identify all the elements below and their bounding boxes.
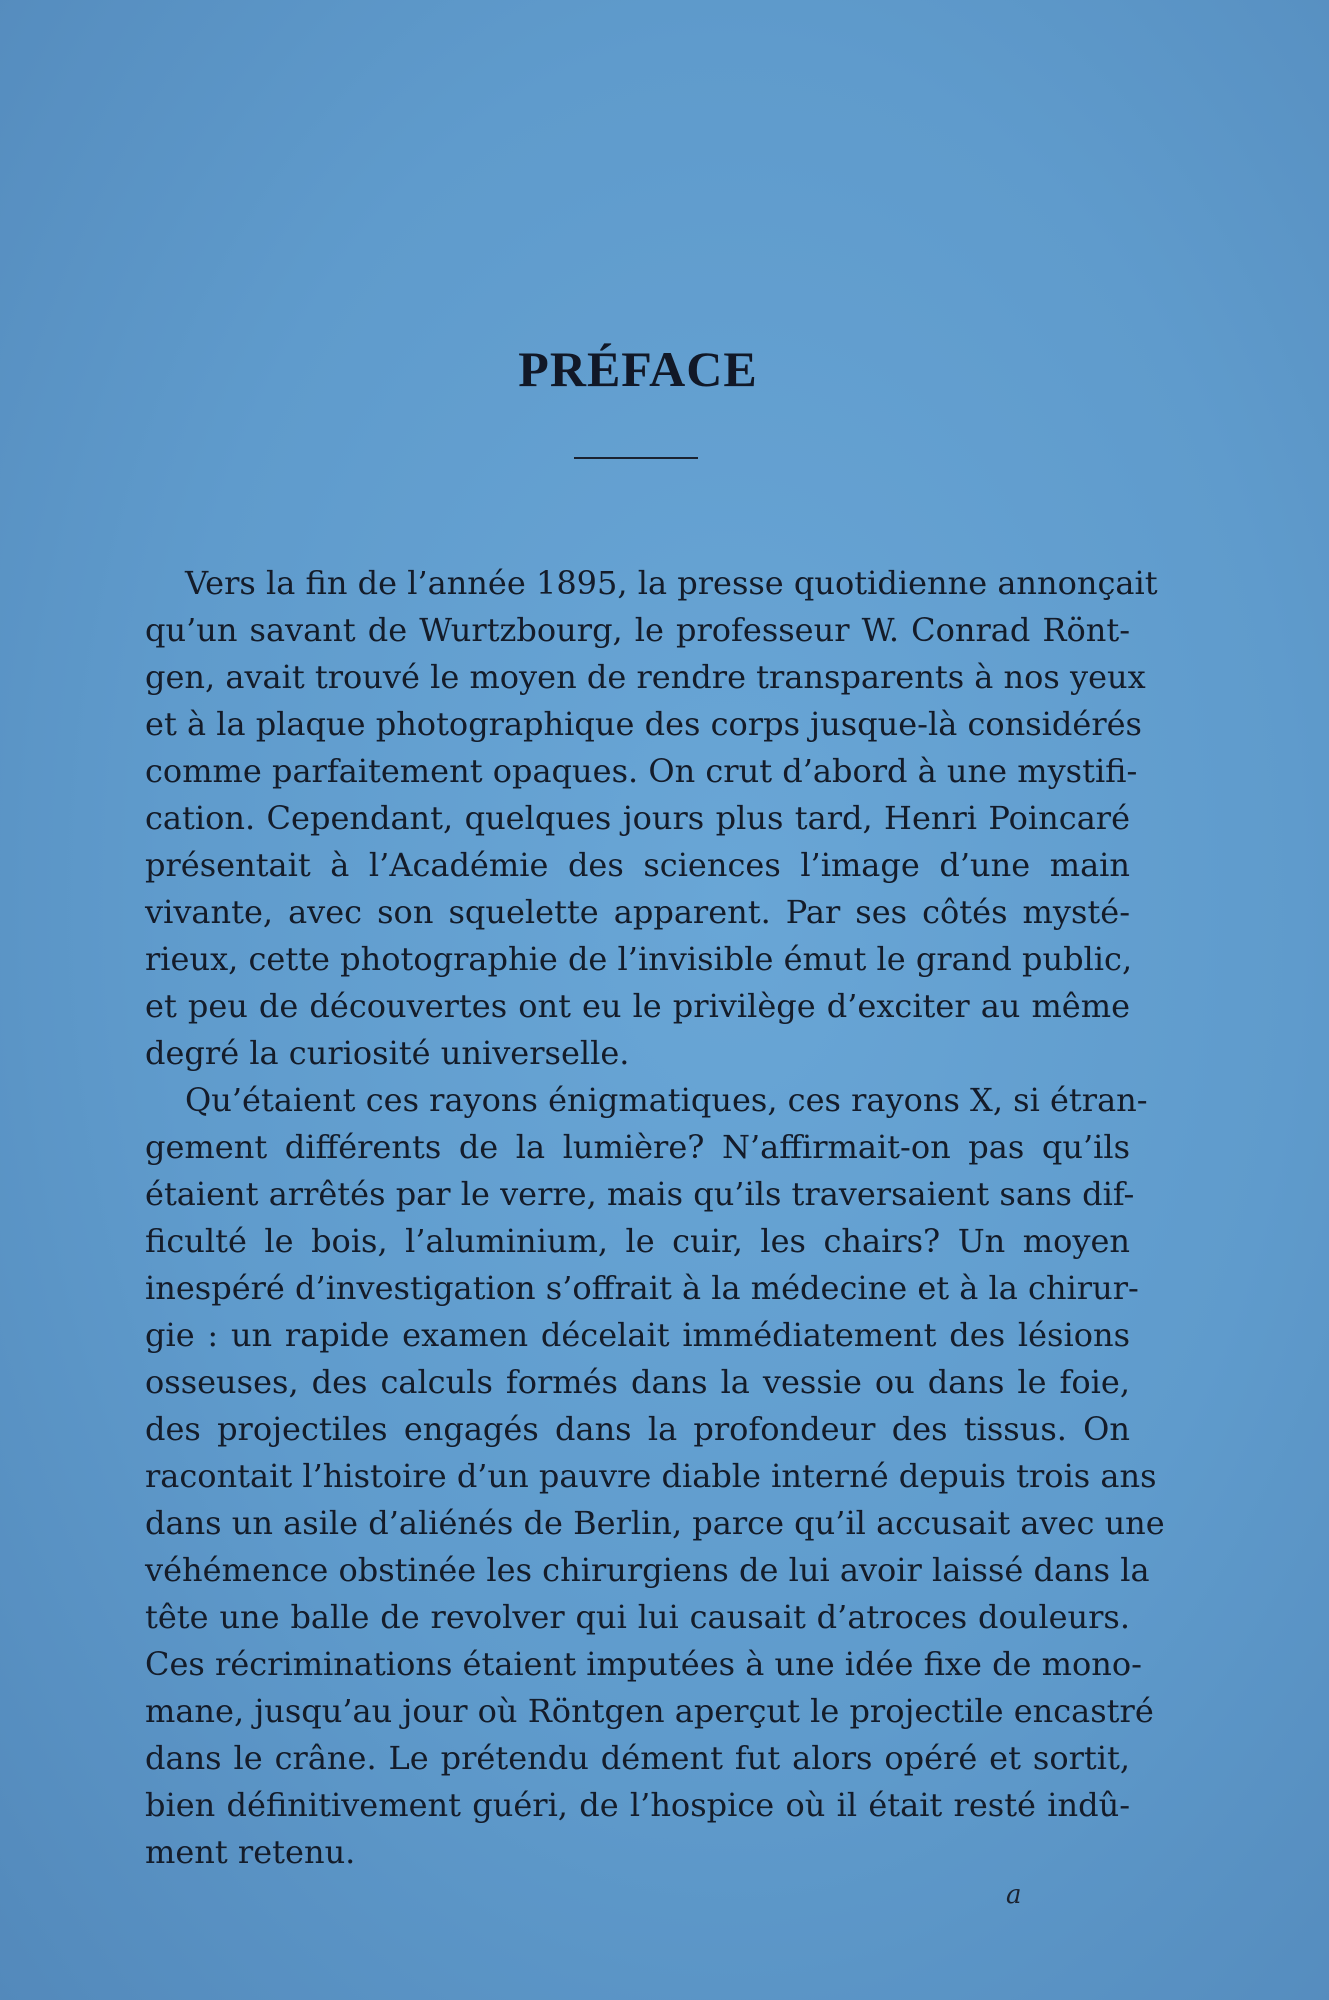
text-line: des projectiles engagés dans la profondeur des tissus. On [145, 1410, 1130, 1448]
text-line: comme parfaitement opaques. On crut d’abord à une mystifi- [145, 752, 1138, 790]
text-line: qu’un savant de Wurtzbourg, le professeur W. Conrad Rönt- [145, 611, 1130, 649]
text-line: dans un asile d’aliénés de Berlin, parce qu’il accusait avec une [145, 1504, 1165, 1542]
text-line: dans le crâne. Le prétendu dément fut alors opéré et sortit, [145, 1739, 1130, 1777]
text-line: présentait à l’Académie des sciences l’image d’une main [145, 846, 1130, 884]
page-title: PRÉFACE [518, 341, 758, 397]
text-line: ment retenu. [145, 1833, 356, 1871]
text-line: vivante, avec son squelette apparent. Par ses côtés mysté- [145, 893, 1130, 931]
text-line: degré la curiosité universelle. [145, 1034, 630, 1072]
text-line: cation. Cependant, quelques jours plus tard, Henri Poincaré [145, 799, 1130, 837]
text-line: osseuses, des calculs formés dans la vessie ou dans le foie, [145, 1363, 1130, 1401]
title-rule [574, 457, 698, 459]
text-line: étaient arrêtés par le verre, mais qu’ils traversaient sans dif- [145, 1175, 1135, 1213]
text-line: gen, avait trouvé le moyen de rendre transparents à nos yeux [145, 658, 1146, 696]
text-line: racontait l’histoire d’un pauvre diable interné depuis trois ans [145, 1457, 1157, 1495]
text-line: et à la plaque photographique des corps jusque-là considérés [145, 705, 1142, 743]
text-line: véhémence obstinée les chirurgiens de lui avoir laissé dans la [145, 1551, 1150, 1589]
text-line: gement différents de la lumière? N’affirmait-on pas qu’ils [145, 1128, 1130, 1166]
paragraph [145, 1077, 1165, 1876]
text-line: mane, jusqu’au jour où Röntgen aperçut le projectile encastré [145, 1692, 1154, 1730]
text-line: gie : un rapide examen décelait immédiatement des lésions [145, 1316, 1130, 1354]
preface-body [145, 560, 1165, 1876]
text-line: Ces récriminations étaient imputées à une idée fixe de mono- [145, 1645, 1142, 1683]
text-line: ficulté le bois, l’aluminium, le cuir, les chairs? Un moyen [145, 1222, 1130, 1260]
text-line: tête une balle de revolver qui lui causait d’atroces douleurs. [145, 1598, 1130, 1636]
page-number: a [1006, 1880, 1022, 1910]
text-line: inespéré d’investigation s’offrait à la médecine et à la chirur- [145, 1269, 1139, 1307]
paragraph [145, 560, 1158, 1077]
text-line: Vers la fin de l’année 1895, la presse quotidienne annonçait [185, 564, 1158, 602]
text-line: rieux, cette photographie de l’invisible émut le grand public, [145, 940, 1133, 978]
text-line: bien définitivement guéri, de l’hospice où il était resté indû- [145, 1786, 1130, 1824]
text-line: et peu de découvertes ont eu le privilège d’exciter au même [145, 987, 1130, 1025]
text-line: Qu’étaient ces rayons énigmatiques, ces rayons X, si étran- [185, 1081, 1148, 1119]
